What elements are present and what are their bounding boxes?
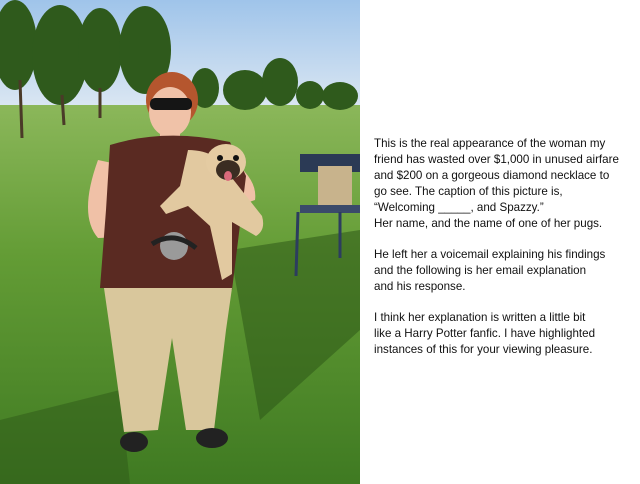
caption-line: and $200 on a gorgeous diamond necklace to — [374, 169, 610, 182]
caption-line: and the following is her email explanation — [374, 264, 587, 277]
sunglasses — [150, 98, 192, 110]
caption-paragraph-2 — [374, 247, 636, 295]
caption-text — [374, 136, 636, 373]
caption-paragraph-3 — [374, 310, 636, 358]
caption-line: and his response. — [374, 280, 466, 293]
caption-line: friend has wasted over $1,000 in unused airfare — [374, 153, 619, 166]
caption-line: This is the real appearance of the woman my — [374, 137, 606, 150]
caption-line: I think her explanation is written a little bit — [374, 311, 586, 324]
caption-paragraph-1 — [374, 136, 636, 232]
caption-line: He left her a voicemail explaining his findings — [374, 248, 606, 261]
caption-line: “Welcoming _____, and Spazzy.” — [374, 201, 544, 214]
caption-line: instances of this for your viewing pleasure. — [374, 343, 593, 356]
caption-line: like a Harry Potter fanfic. I have highlighted — [374, 327, 596, 340]
caption-line: Her name, and the name of one of her pugs. — [374, 217, 603, 230]
caption-line: go see. The caption of this picture is, — [374, 185, 563, 198]
